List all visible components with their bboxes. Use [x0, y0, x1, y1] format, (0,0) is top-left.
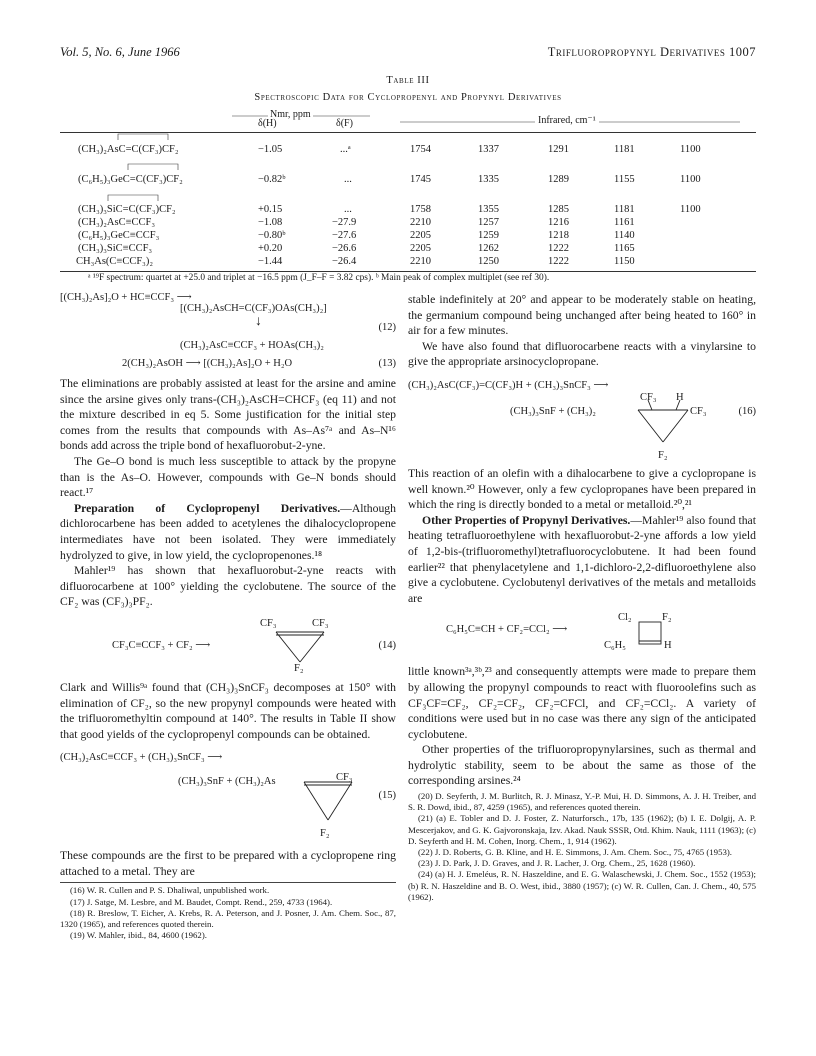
- delta-f-cell: −27.6: [332, 230, 357, 241]
- compound-cell: (CH₃)₃SiC≡CCF₃: [78, 243, 153, 254]
- delta-f-cell: ...: [344, 204, 352, 215]
- delta-h-cell: +0.15: [258, 204, 283, 215]
- reference-list: [408, 791, 756, 903]
- paragraph: The Ge–O bond is much less susceptible to attack by the propyne than is the As–O. However, compounds with Ge–N bonds should react.¹⁷: [60, 454, 396, 500]
- table-row: (CH₃)₃SiC≡CCF₃ +0.20 −26.6 2205 1262 1222 1165: [78, 243, 635, 254]
- delta-h-cell: −0.80ᵇ: [258, 230, 286, 241]
- table-rule-bottom: [60, 271, 756, 272]
- table-title: Table III: [386, 75, 430, 86]
- reference: (20) D. Seyferth, J. M. Burlitch, R. J. Minasz, Y.-P. Mui, H. D. Simmons, A. J. H. Treiber, and S. R. Dowd, ibid., 87, 4259 (1965), and references quoted therein.: [408, 791, 756, 813]
- table-row: (CH₃)₂AsC≡CCF₃ −1.08 −27.9 2210 1257 1216 1161: [78, 217, 635, 228]
- paragraph: stable indefinitely at 20° and appear to be moderately stable on heating, the germanium compound being unchanged after being heated to 160° in air for a few minutes.: [408, 293, 756, 338]
- equation-12: [(CH₃)₂As]₂O + HC≡CCF₃ ⟶ [(CH₃)₂AsCH=C(CF₃)OAs(CH₃)₂] ↓ (12) (CH₃)₂AsC≡CCF₃ + HOAs(CH₃)₂: [60, 292, 396, 351]
- table-footnote: ᵃ ¹⁹F spectrum: quartet at +25.0 and triplet at −16.5 ppm (J_F–F = 3.82 cps). ᵇ Main peak of complex multiplet (see ref 30).: [88, 273, 550, 283]
- reference-list: [60, 885, 396, 941]
- equation-16: (CH₃)₂AsC(CF₃)=C(CF₃)H + (CH₃)₃SnCF₃ ⟶ (CH₃)₃SnF + (CH₃)₂ CF₃ H CF₃ F₂ (16): [408, 379, 756, 461]
- table-row: (CH₃)₃SiC=C(CF₃)CF₂ +0.15 ... 1758 1355 1285 1181 1100: [78, 204, 701, 215]
- reference: (16) W. R. Cullen and P. S. Dhaliwal, unpublished work.: [70, 885, 270, 896]
- table-row: (CH₃)₂AsC=C(CF₃)CF₂ −1.05 ...ᵃ 1754 1337 1291 1181 1100: [78, 144, 701, 155]
- delta-f-cell: ...: [344, 174, 352, 185]
- equation-15: (CH₃)₂AsC≡CCF₃ + (CH₃)₃SnCF₃ ⟶ (CH₃)₃SnF + (CH₃)₂As CF₃ F₂ (15): [60, 752, 396, 840]
- compound-cell: (C₆H₅)₃GeC=C(CF₃)CF₂: [78, 174, 183, 185]
- delta-h-header: δ(H): [258, 118, 277, 129]
- paragraph: This reaction of an olefin with a dihalocarbene to give a cyclopropane is well known.²⁰ However, only a few cyclopropanes have been prepared in which the ring is directly bonded to a metal or metalloid.²⁰,²¹: [408, 466, 756, 512]
- table-caption: Spectroscopic Data for Cyclopropenyl and Propynyl Derivatives: [254, 92, 562, 103]
- delta-h-cell: +0.20: [258, 243, 283, 254]
- ir-header: Infrared, cm⁻¹: [535, 115, 599, 126]
- paragraph: Preparation of Cyclopropenyl Derivatives.—Although dichlorocarbene has been added to acetylenes the dihalocyclopropene intermediates have not been isolated. They were immediately hydrolyzed to give, in low yield, the cyclopropenones.¹⁸: [60, 501, 396, 562]
- journal-volume: Vol. 5, No. 6, June 1966: [60, 45, 180, 59]
- table-row: CH₃As(C≡CCF₃)₂ −1.44 −26.4 2210 1250 1222 1150: [76, 256, 635, 267]
- compound-cell: (CH₃)₂AsC≡CCF₃: [78, 217, 156, 228]
- compound-cell: (CH₃)₂AsC=C(CF₃)CF₂: [78, 144, 179, 155]
- paragraph: These compounds are the first to be prepared with a cyclopropene ring attached to a metal. They are: [60, 849, 396, 878]
- equation-13: 2(CH₃)₂AsOH ⟶ [(CH₃)₂As]₂O + H₂O (13): [122, 358, 396, 369]
- equation-14: CF₃C≡CCF₃ + CF₂ ⟶ CF₃ CF₃ F₂ (14): [112, 617, 396, 674]
- table-row: (C₆H₅)₃GeC≡CCF₃ −0.80ᵇ −27.6 2205 1259 1218 1140: [78, 230, 635, 241]
- compound-cell: CH₃As(C≡CCF₃)₂: [76, 256, 154, 267]
- nmr-header: Nmr, ppm: [270, 109, 311, 120]
- delta-h-cell: −0.82ᵇ: [258, 174, 286, 185]
- right-column: [408, 292, 756, 1032]
- compound-cell: (C₆H₅)₃GeC≡CCF₃: [78, 230, 160, 241]
- reference: (18) R. Breslow, T. Eicher, A. Krebs, R. A. Peterson, and J. Posner, J. Am. Chem. Soc., 87, 1320 (1965), and references quoted therein.: [60, 907, 396, 930]
- delta-f-cell: −27.9: [332, 217, 357, 228]
- paragraph: Other properties of the trifluoropropynylarsines, such as thermal and hydrolytic stability, seem to be about the same as those of the corresponding arsines.²⁴: [408, 743, 756, 788]
- paragraph: Clark and Willis⁹ᵃ found that (CH₃)₃SnCF₃ decomposes at 150° with elimination of CF₂, so the new propynyl compounds were heated with the trifluoromethyltin compound at 140°. The results in Table II show that good yields of the cyclopropenyl compounds can be obtained.: [60, 680, 396, 741]
- reference: (23) J. D. Park, J. D. Graves, and J. R. Lacher, J. Org. Chem., 25, 1628 (1960).: [418, 858, 696, 869]
- compound-cell: (CH₃)₃SiC=C(CF₃)CF₂: [78, 204, 176, 215]
- delta-h-cell: −1.05: [258, 144, 283, 155]
- section-heading: Preparation of Cyclopropenyl Derivatives.: [74, 501, 341, 515]
- table-row: (C₆H₅)₃GeC=C(CF₃)CF₂ −0.82ᵇ ... 1745 1335 1289 1155 1100: [78, 174, 701, 185]
- paragraph: Mahler¹⁹ has shown that hexafluorobut-2-yne reacts with difluorocarbene at 100° yielding the cyclobutene. The source of the CF₂ was (CF₃)₃PF₂.: [60, 564, 396, 609]
- left-column: [60, 290, 396, 1030]
- equation-cyclobutene: C₆H₅C≡CH + CF₂=CCl₂ ⟶ Cl₂ F₂ C₆H₅ H: [446, 612, 672, 652]
- paragraph: Other Properties of Propynyl Derivatives.—Mahler¹⁹ also found that heating tetrafluoroethylene with hexafluorobut-2-yne affords a low yield of 1,2-bis-(trifluoromethyl)tetrafluorocyclobutene. It had been found earlier²² that phenylacetylene and 1,1-dichloro-2,2-difluoroethylene also give a cyclobutene. Cyclobutenyl derivatives of the metals and metalloids are: [408, 513, 756, 605]
- delta-f-header: δ(F): [336, 118, 353, 129]
- page-header-title: Trifluoropropynyl Derivatives 1007: [547, 45, 756, 59]
- delta-h-cell: −1.44: [258, 256, 283, 267]
- paragraph: little known³ᵃ,³ᵇ,²³ and consequently attempts were made to prepare them by allowing the propynyl compounds to react with fluoroolefins such as CF₃CF=CF₂, CF₂=CF₂, CF₂=CFCl, and CF₂=CCl₂. A variety of conditions were used but in no case was there any sign of the anticipated cyclobutene.: [408, 665, 756, 741]
- paragraph: The eliminations are probably assisted at least for the arsine and amine since the arsine gives only trans-(CH₃)₂AsCH=CHCF₃ (eq 11) and not the mixture described in eq 5. Some justification for the initial step comes from the results that compounds with As–As⁷ᵃ and As–N¹⁶ bonds add across the triple bond of hexafluorobut-2-yne.: [60, 377, 396, 453]
- reference: (22) J. D. Roberts, G. B. Kline, and H. E. Simmons, J. Am. Chem. Soc., 75, 4765 (1953).: [418, 847, 732, 858]
- table-rule-top: [60, 132, 756, 133]
- divider: [60, 882, 396, 883]
- delta-f-cell: −26.4: [332, 256, 357, 267]
- delta-f-cell: ...ᵃ: [340, 144, 351, 155]
- reference: (17) J. Satge, M. Lesbre, and M. Baudet, Compt. Rend., 259, 4733 (1964).: [70, 896, 333, 907]
- reference: (24) (a) H. J. Emeléus, R. N. Haszeldine, and E. G. Walaschewski, J. Chem. Soc., 1552 (1953); (b) R. N. Haszeldine and B. O. West, ibid., 3880 (1957); (c) W. R. Cullen, Can. J. Chem., 40, 575 (1962).: [408, 869, 756, 902]
- delta-h-cell: −1.08: [258, 217, 283, 228]
- delta-f-cell: −26.6: [332, 243, 357, 254]
- reference: (21) (a) E. Tobler and D. J. Foster, Z. Naturforsch., 17b, 135 (1962); (b) I. E. Dolgij, A. P. Mescerjakov, and G. K. Gajvoronskaja, Izv. Akad. Nauk SSSR, Otd. Khim. Nauk, 1111 (1963); (c) D. Seyferth and H. M. Cohen, Inorg. Chem., 1, 914 (1962).: [408, 813, 756, 846]
- section-heading: Other Properties of Propynyl Derivatives.: [422, 513, 631, 527]
- paragraph: We have also found that difluorocarbene reacts with a vinylarsine to give the appropriate arsinocyclopropane.: [408, 339, 756, 369]
- reference: (19) W. Mahler, ibid., 84, 4600 (1962).: [70, 930, 207, 941]
